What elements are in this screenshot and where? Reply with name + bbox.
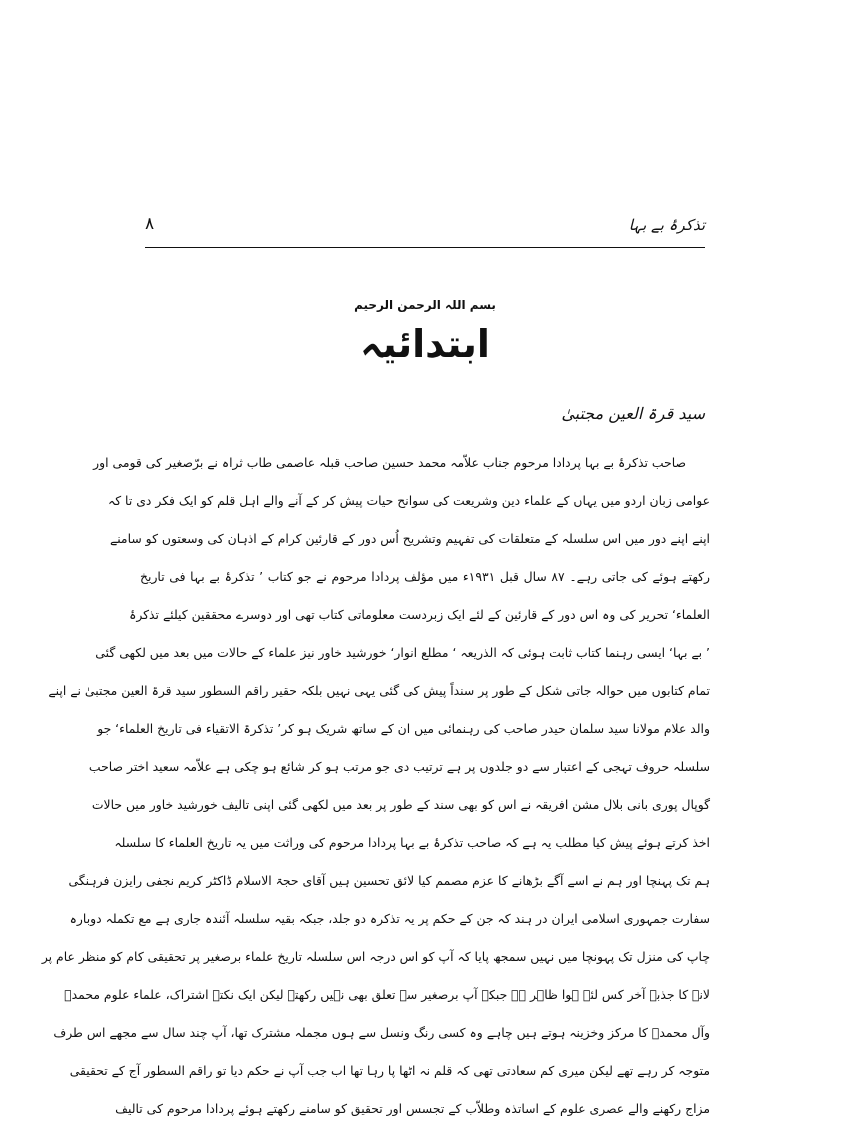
page-title: ابتدائیہ: [360, 322, 490, 366]
text-line: سفارت جمہوری اسلامی ایران در ہند کہ جن کے حکم پر یہ تذکرہ دو جلد، جبکہ بقیہ سلسلہ آئندہ جاری ہے مع تکملہ دوبارہ: [69, 911, 710, 926]
text-line: عوامی زبان اردو میں یہاں کے علماء دین وشریعت کی سوانح حیات پیش کر کے آنے والے اہل قلم کو ایک فکر دی تا کہ: [107, 493, 710, 508]
text-line: صاحب تذکرۂ بے بہا پردادا مرحوم جناب علاّمہ محمد حسین صاحب قبلہ عاصمی طاب ثراہ نے برّصغیر کی قومی اور: [93, 455, 686, 470]
running-header: [145, 212, 705, 246]
text-line: والد علام مولانا سید سلمان حیدر صاحب کی رہنمائی میں ان کے ساتھ شریک ہو کر’ تذکرۃ الاتقیاء فی تاریخ العلماء‘ جو: [97, 721, 710, 736]
text-line: تمام کتابوں میں حوالہ جاتی شکل کے طور پر سنداً پیش کی گئی یہی نہیں بلکہ حقیر راقم السطور سید قرۃ العین مجتبیٰ نے اپنے: [48, 683, 710, 698]
page-number: ۸: [145, 214, 155, 234]
bismillah: بسم اللہ الرحمن الرحیم: [354, 298, 496, 312]
text-line: اپنے اپنے دور میں اس سلسلہ کے متعلقات کی تفہیم وتشریح اُس دور کے قارئین کرام کے اذہان کی وسعتوں کو سامنے: [109, 531, 710, 546]
text-line: العلماء‘ تحریر کی وہ اس دور کے قارئین کے لئے ایک زبردست معلوماتی کتاب تھی اور دوسرے محققین کیلئے تذکرۂ: [129, 607, 710, 622]
text-line: چاپ کی منزل تک پہونچا میں نہیں سمجھ پایا کہ آپ کو اس درجہ اس سلسلہ تاریخ علماء برصغیر پر تحقیقی کام کو منظر عام پر: [41, 949, 710, 964]
text-line: مزاج رکھنے والے عصری علوم کے اساتذہ وطلاّب کے تجسس اور تحقیق کو سامنے رکھتے ہوئے پردادا مرحوم کی تالیف: [115, 1101, 710, 1116]
author-name: سید قرۃ العین مجتبیٰ: [561, 404, 705, 423]
text-line: لانے کا جذبہ آخر کس لئے ہوا ظاہر ہے جبکہ آپ برصغیر سے تعلق بھی نہیں رکھتے لیکن ایک نکتہ اشتراک، علماء علوم محمدؐ: [64, 987, 710, 1002]
text-line: رکھتے ہوئے کی جاتی رہے۔ ۸۷ سال قبل ۱۹۳۱ء میں مؤلف پردادا مرحوم نے جو کتاب ’ تذکرۂ بے بہا فی تاریخ: [140, 569, 711, 584]
text-line: ’ بے بہا‘ ایسی رہنما کتاب ثابت ہوئی کہ الذریعہ ‘ مطلع انوار‘ خورشید خاور نیز علماء کے حالات میں بعد میں لکھی گئی: [95, 645, 710, 660]
text-line: اخذ کرتے ہوئے پیش کیا مطلب یہ ہے کہ صاحب تذکرۂ بے بہا پردادا مرحوم کی وراثت میں یہ تاریخ العلماء کا سلسلہ: [114, 835, 710, 850]
header-rule: [145, 247, 705, 248]
text-line: متوجہ کر رہے تھے لیکن میری کم سعادتی تھی کہ قلم نہ اٹھا پا رہا تھا اب جب آپ نے حکم دیا تو راقم السطور آج کے تحقیقی: [69, 1063, 710, 1078]
text-line: وآل محمدؐ کا مرکز وخزینہ ہوتے ہیں چاہے وہ کسی رنگ ونسل سے ہوں مجملہ مشترک تھا، آپ چند سال سے مجھے اس طرف: [53, 1025, 710, 1040]
text-line: ہم تک پہنچا اور ہم نے اسے آگے بڑھانے کا عزم مصمم کیا لائق تحسین ہیں آقای حجۃ الاسلام ڈاکٹر کریم نجفی رایزن فرہنگی: [68, 873, 710, 888]
body-text: [41, 444, 711, 1128]
running-title: تذکرۂ بے بہا: [628, 216, 705, 234]
text-line: گوپال پوری بانی بلال مشن افریقہ نے اس کو بھی سند کے طور پر بعد میں لکھی گئی اپنی تالیف خورشید خاور میں حالات: [91, 797, 710, 812]
text-line: سلسلہ حروف تہجی کے اعتبار سے دو جلدوں پر ہے ترتیب دی جو مرتب ہو کر شائع ہو چکی ہے علاّمہ سعید اختر صاحب: [88, 759, 710, 774]
